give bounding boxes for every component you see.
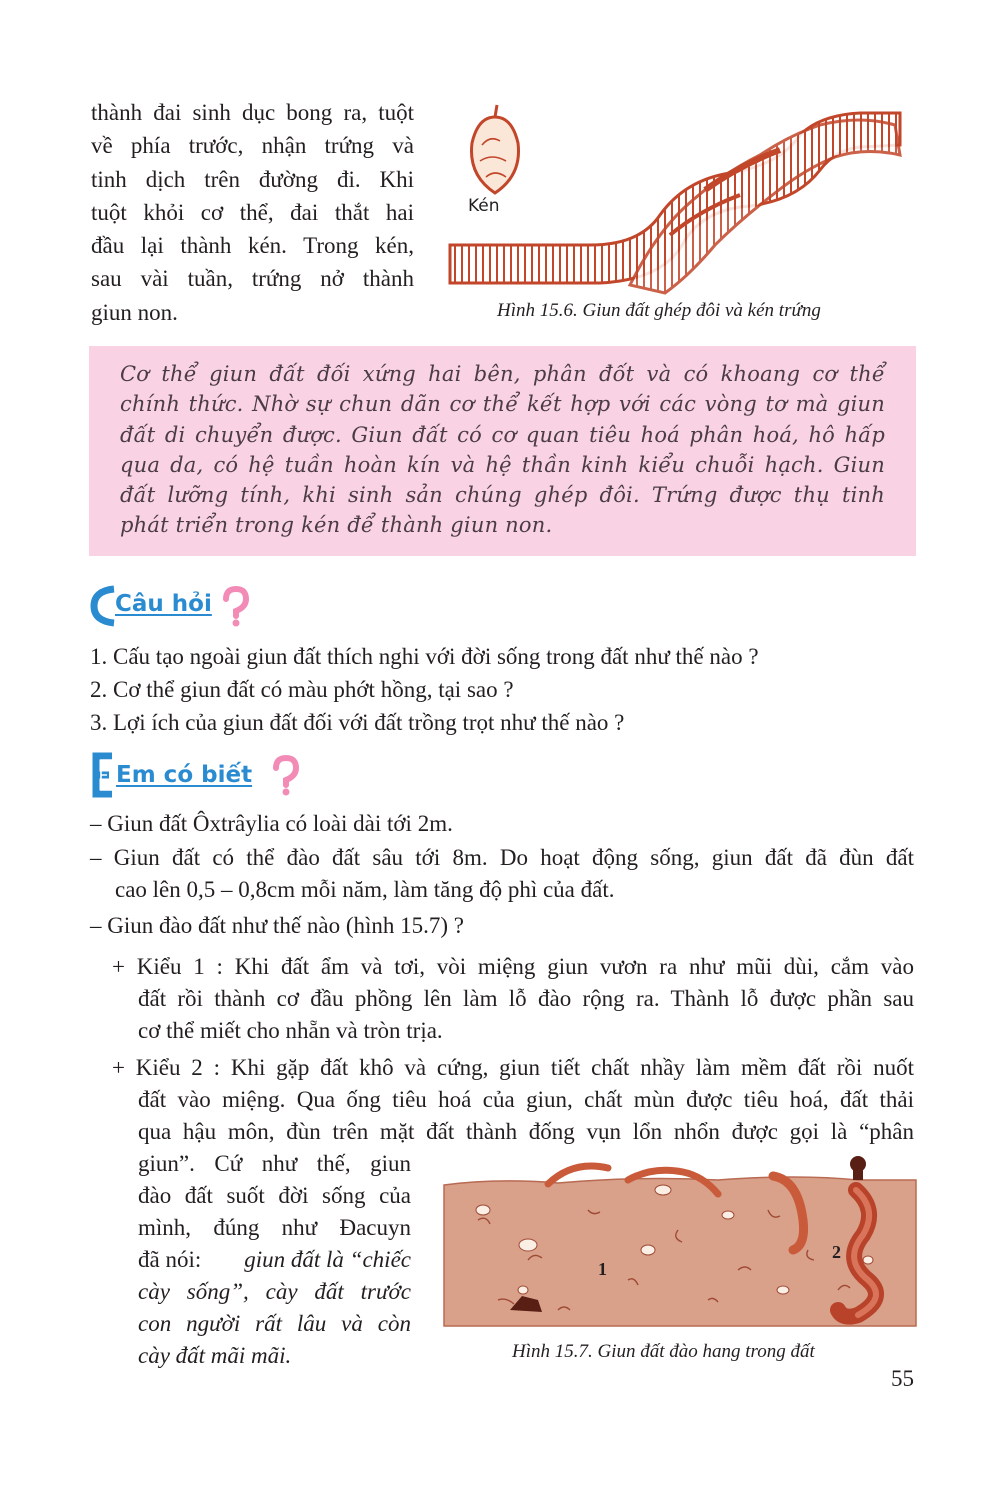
kieu-1-line: cơ thể miết cho nhẵn và tròn trịa. bbox=[138, 1018, 443, 1043]
kieu-2-line: qua hậu môn, đùn trên mặt đất thành đống vụn lổn nhổn được gọi là “phân bbox=[138, 1119, 914, 1144]
intro-line: đầu lại thành kén. Trong kén, bbox=[91, 233, 414, 259]
summary-box bbox=[89, 346, 916, 556]
kieu-2-quote: con người rất lâu và còn bbox=[138, 1311, 411, 1336]
figure-15-7-caption: Hình 15.7. Giun đất đào hang trong đất bbox=[512, 1341, 815, 1362]
summary-line: phát triển trong kén để thành giun non. bbox=[120, 513, 553, 538]
earthworm-burrowing-illustration bbox=[438, 1150, 918, 1330]
didyouknow-heading-text: Em có biết bbox=[116, 762, 253, 788]
kieu-2-line: đào đất suốt đời sống của bbox=[138, 1183, 411, 1208]
intro-line: về phía trước, nhận trứng và bbox=[91, 133, 414, 159]
intro-paragraph bbox=[91, 96, 414, 329]
intro-line: tinh dịch trên đường đi. Khi bbox=[91, 166, 414, 192]
cocoon-icon bbox=[471, 105, 518, 193]
cocoon-label: Kén bbox=[468, 196, 500, 216]
summary-line: đất lưỡng tính, khi sinh sản chúng ghép đôi. Trứng được thụ tinh bbox=[120, 483, 885, 508]
fact-item: – Giun đất Ôxtrâylia có loài dài tới 2m. bbox=[90, 811, 453, 836]
summary-line: qua da, có hệ tuần hoàn kín và hệ thần kinh kiểu chuỗi hạch. Giun bbox=[120, 452, 885, 477]
page-number: 55 bbox=[891, 1366, 914, 1391]
figure-15-7-label-2: 2 bbox=[832, 1242, 841, 1262]
figure-15-7-label-1: 1 bbox=[598, 1259, 607, 1279]
intro-line: giun non. bbox=[91, 299, 178, 325]
kieu-2-line: mình, đúng như Đacuyn bbox=[138, 1215, 411, 1240]
kieu-1-line: + Kiểu 1 : Khi đất ẩm và tơi, vòi miệng giun vươn ra như mũi dùi, cắm vào bbox=[112, 954, 914, 979]
kieu-2-line bbox=[138, 1244, 411, 1277]
kieu-2-line: + Kiểu 2 : Khi gặp đất khô và cứng, giun tiết chất nhầy làm mềm đất rồi nuốt bbox=[112, 1055, 914, 1080]
intro-line: sau vài tuần, trứng nở thành bbox=[91, 266, 414, 292]
question-item: 2. Cơ thể giun đất có màu phớt hồng, tại sao ? bbox=[90, 677, 514, 702]
kieu-2-quote: cày sống”, cày đất trước bbox=[138, 1279, 411, 1304]
summary-text bbox=[120, 359, 885, 541]
kieu-2-line: đất vào miệng. Qua ống tiêu hoá của giun, chất mùn được tiêu hoá, đất thải bbox=[138, 1087, 914, 1112]
earthworm-mating-illustration bbox=[440, 95, 910, 310]
fact-item: – Giun đào đất như thế nào (hình 15.7) ? bbox=[90, 913, 464, 938]
fact-item: – Giun đất có thể đào đất sâu tới 8m. Do hoạt động sống, giun đất đã đùn đất bbox=[90, 845, 914, 870]
intro-line: tuột khỏi cơ thể, đai thắt hai bbox=[91, 199, 414, 225]
intro-line: thành đai sinh dục bong ra, tuột bbox=[91, 100, 414, 125]
summary-line: Cơ thể giun đất đối xứng hai bên, phân đốt và có khoang cơ thể bbox=[120, 362, 885, 386]
fact-item-continued: cao lên 0,5 – 0,8cm mỗi năm, làm tăng độ phì của đất. bbox=[115, 877, 615, 902]
kieu-2-quote: giun đất là “chiếc bbox=[244, 1247, 411, 1272]
summary-line: chính thức. Nhờ sự chun dãn cơ thể kết hợp với các vòng tơ mà giun bbox=[120, 392, 885, 417]
questions-heading-text: Câu hỏi bbox=[115, 591, 212, 617]
summary-line: đất di chuyển được. Giun đất có cơ quan tiêu hoá phân hoá, hô hấp bbox=[120, 422, 885, 447]
question-item: 1. Cấu tạo ngoài giun đất thích nghi với đời sống trong đất như thế nào ? bbox=[90, 644, 759, 669]
kieu-2-text: đã nói: bbox=[138, 1247, 202, 1272]
kieu-2-quote: cày đất mãi mãi. bbox=[138, 1343, 292, 1368]
kieu-1-line: đất rồi thành cơ đầu phồng lên làm lỗ đào rộng ra. Thành lỗ được phần sau bbox=[138, 986, 914, 1011]
kieu-2-line: giun”. Cứ như thế, giun bbox=[138, 1151, 411, 1176]
question-item: 3. Lợi ích của giun đất đối với đất trồng trọt như thế nào ? bbox=[90, 710, 625, 735]
figure-15-6-caption: Hình 15.6. Giun đất ghép đôi và kén trứng bbox=[497, 300, 821, 321]
